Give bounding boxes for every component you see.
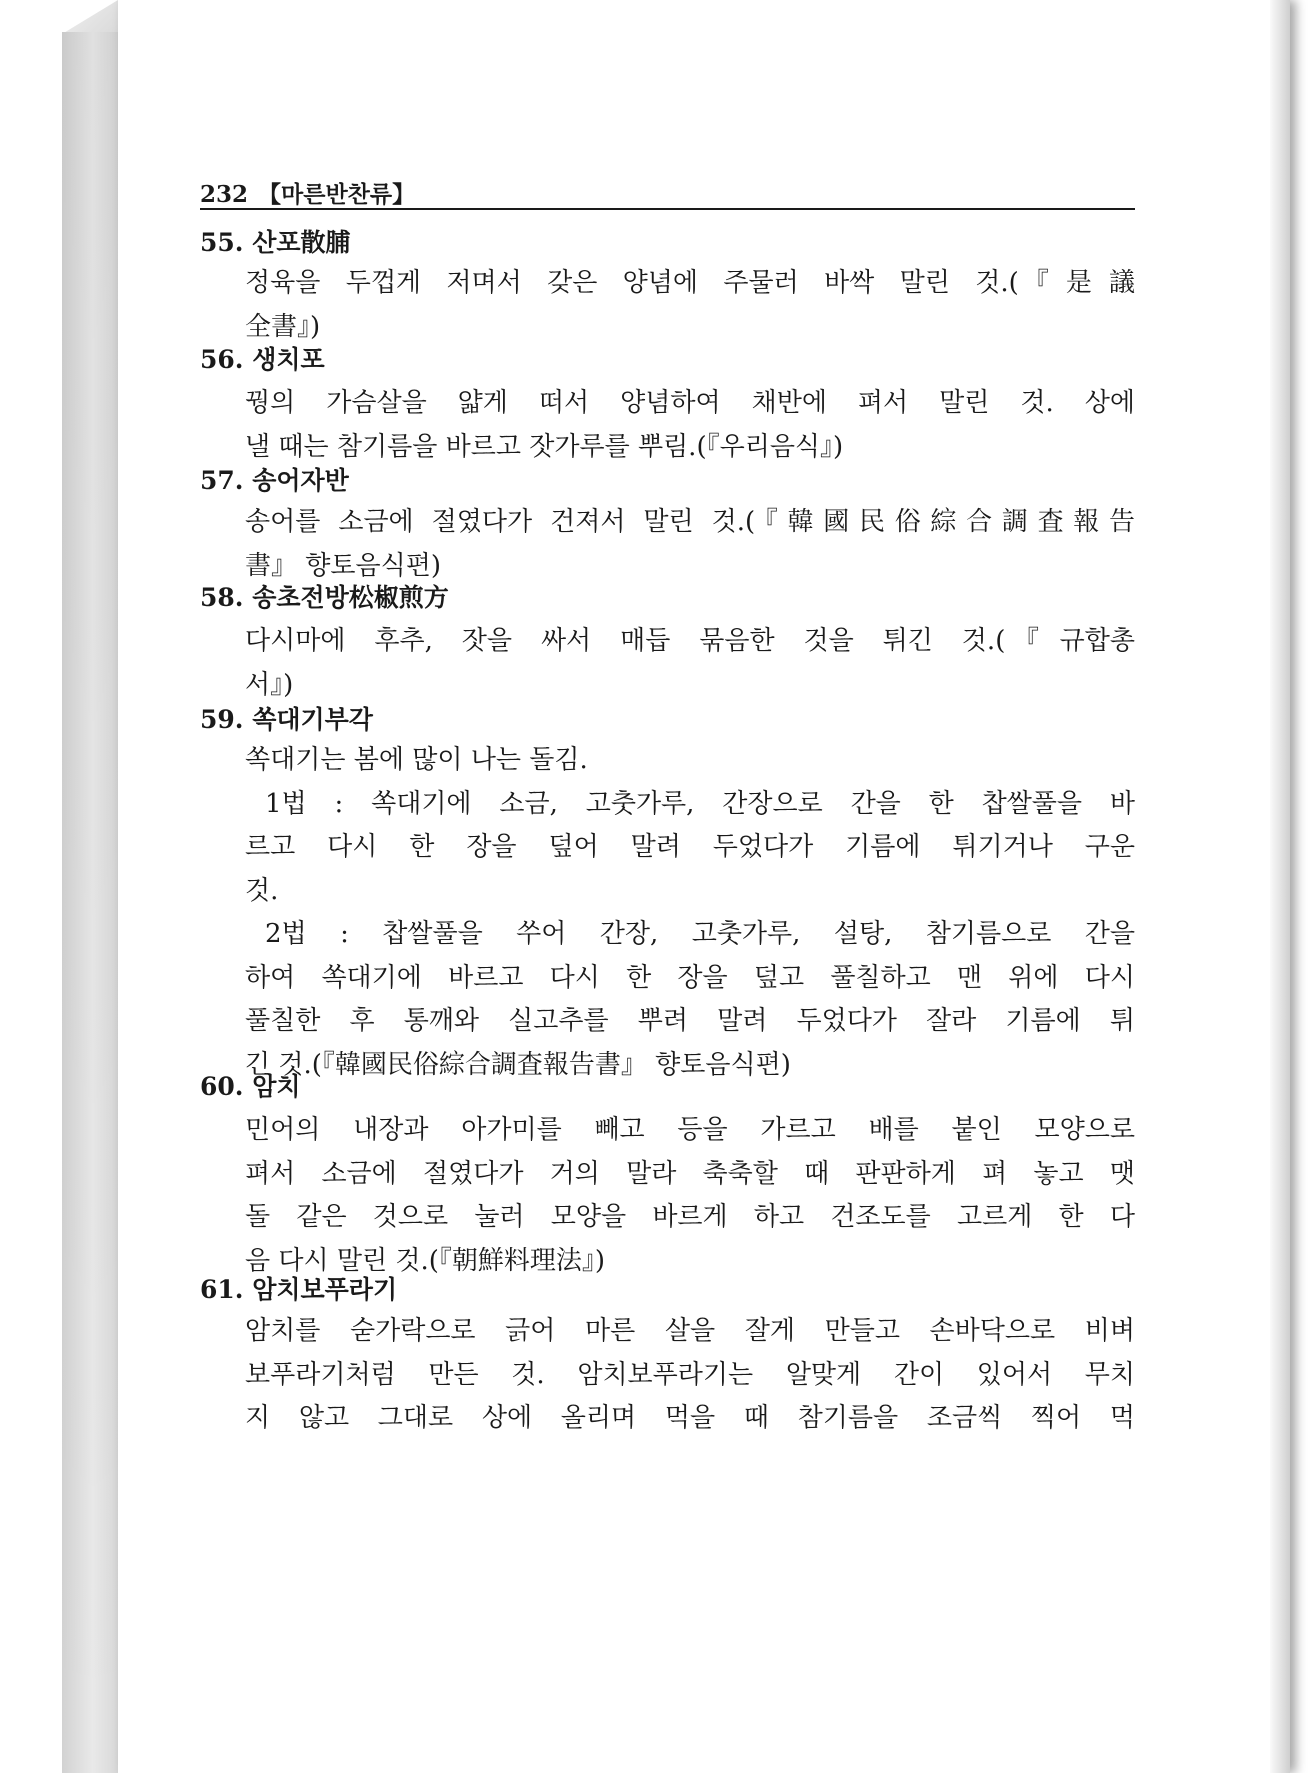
entry-text-line: 낼 때는 참기름을 바르고 잣가루를 뿌림.(『우리음식』)	[245, 431, 844, 462]
entry-text-line: 쏙대기는 봄에 많이 나는 돌김.	[245, 745, 588, 775]
entry-text-line: 다시마에 후추, 잣을 싸서 매듭 묶음한 것을 튀긴 것.(『규합총	[245, 626, 1135, 656]
entry-text-line: 펴서 소금에 절였다가 거의 말라 축축할 때 판판하게 펴 놓고 맷	[245, 1158, 1135, 1189]
entry-text-line: 민어의 내장과 아가미를 빼고 등을 가르고 배를 붙인 모양으로	[245, 1115, 1135, 1145]
entry-text-line: 書』 향토음식편)	[245, 550, 441, 581]
entry-text-line: 긴 것.(『韓國民俗綜合調査報告書』 향토음식편)	[245, 1049, 791, 1080]
entry-title: 58. 송초전방松椒煎方	[200, 583, 449, 612]
entry-text-line: 1법 : 쏙대기에 소금, 고춧가루, 간장으로 간을 한 찹쌀풀을 바	[265, 788, 1135, 819]
page-number: 232	[200, 181, 249, 208]
book-spine	[62, 32, 118, 1773]
page-edge	[1270, 0, 1290, 1773]
entry-text-line: 지 않고 그대로 상에 올리며 먹을 때 참기름을 조금씩 찍어 먹	[245, 1403, 1135, 1433]
entry-text-line: 르고 다시 한 장을 덮어 말려 두었다가 기름에 튀기거나 구운	[245, 832, 1135, 862]
section-title: 【마른반찬류】	[258, 181, 416, 208]
entry-text-line: 보푸라기처럼 만든 것. 암치보푸라기는 알맞게 간이 있어서 무치	[245, 1359, 1135, 1390]
entry-title: 60. 암치	[200, 1072, 301, 1101]
entry-text-line: 정육을 두껍게 저며서 갖은 양념에 주물러 바싹 말린 것.(『是議	[245, 268, 1135, 298]
entry-text-line: 서』)	[245, 669, 294, 700]
entry-text-line: 것.	[245, 875, 279, 906]
entry-title: 61. 암치보푸라기	[200, 1275, 398, 1304]
entry-title: 57. 송어자반	[200, 466, 349, 495]
entry-text-line: 돌 같은 것으로 눌러 모양을 바르게 하고 건조도를 고르게 한 다	[245, 1202, 1135, 1232]
entry-title: 59. 쏙대기부각	[200, 705, 373, 734]
entry-text-line: 송어를 소금에 절였다가 건져서 말린 것.(『韓國民俗綜合調査報告	[245, 507, 1135, 537]
header-rule	[200, 208, 1135, 210]
entry-text-line: 음 다시 말린 것.(『朝鮮料理法』)	[245, 1245, 606, 1276]
entry-title: 55. 산포散脯	[200, 228, 351, 257]
entry-text-line: 꿩의 가슴살을 얇게 떠서 양념하여 채반에 펴서 말린 것. 상에	[245, 388, 1135, 418]
entry-text-line: 2법 : 찹쌀풀을 쑤어 간장, 고춧가루, 설탕, 참기름으로 간을	[265, 919, 1135, 949]
entry-text-line: 암치를 숟가락으로 긁어 마른 살을 잘게 만들고 손바닥으로 비벼	[245, 1316, 1135, 1346]
entry-text-line: 全書』)	[245, 311, 321, 342]
entry-title: 56. 생치포	[200, 345, 325, 374]
entry-text-line: 풀칠한 후 통깨와 실고추를 뿌려 말려 두었다가 잘라 기름에 튀	[245, 1006, 1135, 1036]
entry-text-line: 하여 쏙대기에 바르고 다시 한 장을 덮고 풀칠하고 맨 위에 다시	[245, 962, 1135, 993]
book-top-edge	[62, 0, 118, 34]
running-header	[200, 176, 1135, 209]
